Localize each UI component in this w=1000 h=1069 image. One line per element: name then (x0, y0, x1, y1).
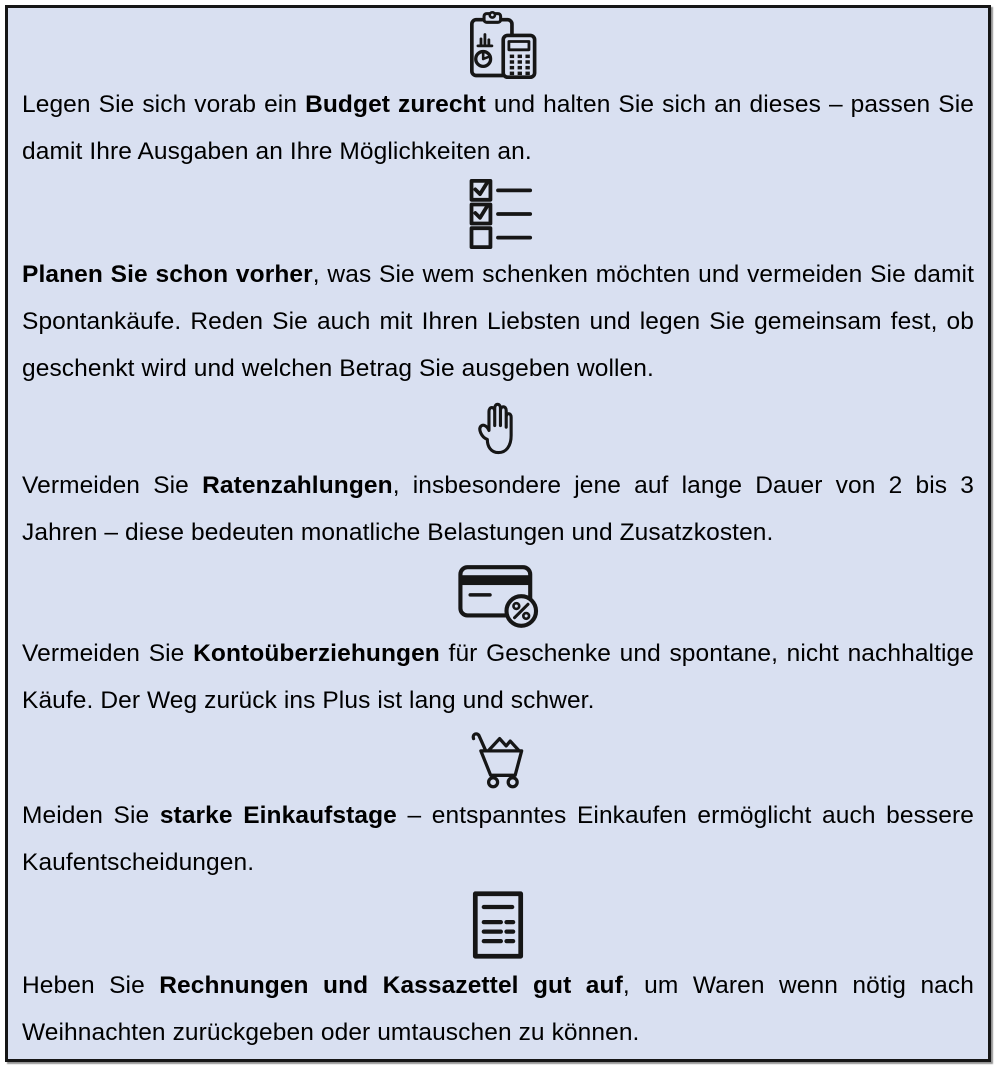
stop-hand-icon (468, 396, 528, 460)
tip-paragraph: Vermeiden Sie Kontoüberziehungen für Geschenke und spontane, nicht nachhaltige Käufe. Der Weg zurück ins Plus ist lang und schwer. (22, 640, 974, 714)
tip-section-budget (22, 11, 974, 175)
tip-paragraph: Planen Sie schon vorher, was Sie wem schenken möchten und vermeiden Sie damit Spontankäufe. Reden Sie auch mit Ihren Liebsten und legen Sie gemeinsam fest, ob geschenkt wird und welchen Betrag Sie ausgeben wollen. (22, 261, 974, 382)
tips-panel (5, 5, 991, 1062)
tip-paragraph: Heben Sie Rechnungen und Kassazettel gut auf, um Waren wenn nötig nach Weihnachten zurückgeben oder umtauschen zu können. (22, 972, 974, 1046)
tip-paragraph: Legen Sie sich vorab ein Budget zurecht und halten Sie sich an dieses – passen Sie damit Ihre Ausgaben an Ihre Möglichkeiten an. (22, 91, 974, 165)
receipt-icon (468, 890, 528, 960)
tip-section-installments (22, 396, 974, 556)
credit-card-percent-icon (450, 560, 546, 628)
tip-section-overdraft (22, 560, 974, 724)
tip-paragraph: Meiden Sie starke Einkaufstage – entspanntes Einkaufen ermöglicht auch bessere Kaufentscheidungen. (22, 802, 974, 876)
tip-paragraph: Vermeiden Sie Ratenzahlungen, insbesondere jene auf lange Dauer von 2 bis 3 Jahren – diese bedeuten monatliche Belastungen und Zusatzkosten. (22, 472, 974, 546)
tip-section-plan (22, 179, 974, 392)
budget-calculator-icon (452, 11, 544, 79)
tip-section-receipts (22, 890, 974, 1056)
checklist-icon (444, 179, 552, 249)
shopping-cart-icon (462, 728, 534, 790)
tip-section-shopping-days (22, 728, 974, 886)
